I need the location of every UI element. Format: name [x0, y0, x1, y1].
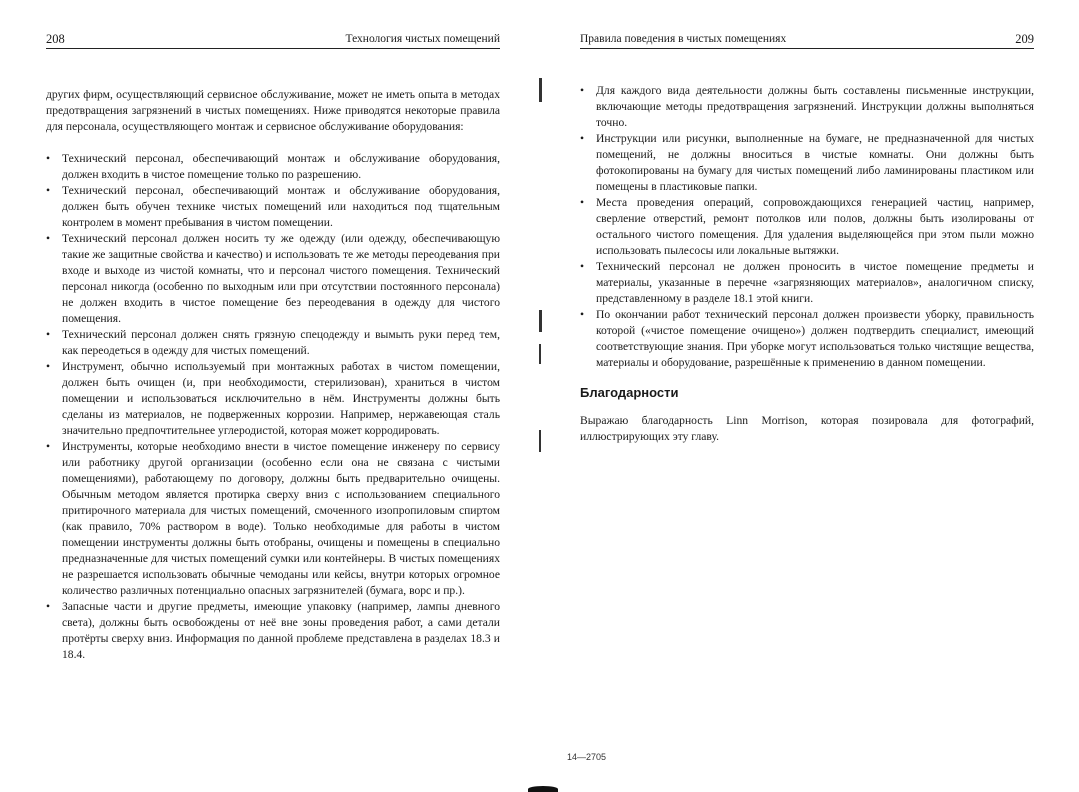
list-item-text: Технический персонал, обеспечивающий монтаж и обслуживание оборудования, должен входить в чистое помещение только по разрешению. — [62, 152, 500, 181]
list-item-text: Инструменты, которые необходимо внести в чистое помещение инженеру по сервису или работнику другой организации (особенно если она не связана с чистыми помещениями), работающему по договору, должны быть предварительно очищены. Обычным методом является протирка сверху вниз с использованием специального притирочного материала для чистых помещений, смоченного изопропиловым спиртом (как правило, 70% раствором в воде). Только необходимые для работы в чистом помещении инструменты должны быть отобраны, очищены и помещены в специально предназначенные для чистых помещений сумки или контейнеры. В чистых помещениях не разрешается использовать обычные чемоданы или кейсы, внутри которых огромное количество различных потенциально опасных загрязнителей (бумага, ворс и пр.). — [62, 440, 500, 597]
list-item — [580, 83, 1034, 131]
left-page-header — [46, 30, 500, 49]
bullet-icon: • — [46, 152, 51, 165]
list-item-text: Для каждого вида деятельности должны быть составлены письменные инструкции, включающие методы предотвращения загрязнений. Инструкции должны выполняться точно. — [596, 84, 1034, 129]
list-item — [46, 359, 500, 439]
list-item-text: По окончании работ технический персонал должен произвести уборку, правильность которой («чистое помещение очищено») должен подтвердить специалист, имеющий соответствующие знания. При уборке могут использоваться только чистящие вещества, материалы и оборудование, разрешённые к применению в данном помещении. — [596, 308, 1034, 369]
gutter-mark — [539, 430, 541, 452]
list-item — [46, 439, 500, 599]
list-item-text: Места проведения операций, сопровождающихся генерацией частиц, например, сверление отверстий, ремонт потолков или полов, должны быть изолированы от остального чистого помещения. Для удаления выделяющейся при этом пыли можно использовать пылесосы или локальные вытяжки. — [596, 196, 1034, 257]
acknowledgement-paragraph: Выражаю благодарность Linn Morrison, которая позировала для фотографий, иллюстрирующих эту главу. — [580, 414, 1034, 443]
list-item-text: Технический персонал, обеспечивающий монтаж и обслуживание оборудования, должен быть обучен технике чистых помещений или находиться под тщательным контролем в момент пребывания в чистом помещении. — [62, 184, 500, 229]
scan-artifact — [528, 786, 558, 792]
bullet-icon: • — [46, 600, 51, 613]
list-item — [580, 131, 1034, 195]
gutter-mark — [539, 344, 541, 364]
list-item — [580, 195, 1034, 259]
bullet-icon: • — [580, 308, 585, 321]
list-item-text: Технический персонал не должен проносить в чистое помещение предметы и материалы, указанные в перечне «загрязняющих материалов», аналогичном списку, представленному в разделе 18.1 этой книги. — [596, 260, 1034, 305]
gutter-mark — [539, 310, 542, 332]
bullet-icon: • — [46, 328, 51, 341]
list-item-text: Технический персонал должен снять грязную спецодежду и вымыть руки перед тем, как переодеться в одежду для чистых помещений. — [62, 328, 500, 357]
list-item — [46, 151, 500, 183]
right-running-head: Правила поведения в чистых помещениях — [580, 33, 787, 45]
bullet-icon: • — [580, 84, 585, 97]
bullet-icon: • — [580, 132, 585, 145]
section-heading: Благодарности — [580, 385, 679, 400]
list-item — [580, 307, 1034, 371]
left-body-text — [46, 87, 500, 663]
right-page-header — [580, 30, 1034, 49]
list-item-text: Инструкции или рисунки, выполненные на бумаге, не предназначенной для чистых помещений, не должны вноситься в чистые комнаты. Они должны быть фотокопированы на бумагу для чистых помещений либо ламинированы пластиком или помещены в пластиковые папки. — [596, 132, 1034, 193]
gutter-mark — [539, 78, 542, 102]
left-intro-paragraph: других фирм, осуществляющий сервисное обслуживание, может не иметь опыта в методах предотвращения загрязнений в чистых помещениях. Ниже приводятся некоторые правила для персонала, осуществляющего монтаж и сервисное обслуживание оборудования: — [46, 88, 500, 133]
list-item-text: Технический персонал должен носить ту же одежду (или одежду, обеспечивающую такие же защитные свойства и качество) и использовать те же методы переодевания при входе и выходе из чистой комнаты, что и персонал чистого помещения. Технический персонал никогда (особенно по выходным или при отсутствии постоянного персонала) не должен входить в чистое помещение без переодевания в одежду для чистого помещения. — [62, 232, 500, 325]
printer-signature: 14—2705 — [567, 752, 607, 762]
bullet-icon: • — [46, 360, 51, 373]
left-bullet-list — [46, 151, 500, 663]
right-bullet-list — [580, 83, 1034, 371]
list-item — [46, 183, 500, 231]
list-item-text: Инструмент, обычно используемый при монтажных работах в чистом помещении, должен быть очищен (и, при необходимости, стерилизован), храниться в чистом помещении и использоваться исключительно в нём. Инструменты должны быть сделаны из материалов, не подверженных коррозии. Например, нержавеющая сталь значительно предпочтительнее углеродистой, которая может корродировать. — [62, 360, 500, 437]
bullet-icon: • — [580, 196, 585, 209]
bullet-icon: • — [46, 184, 51, 197]
list-item — [46, 327, 500, 359]
bullet-icon: • — [46, 440, 51, 453]
left-page-number: 208 — [46, 32, 65, 46]
bullet-icon: • — [580, 260, 585, 273]
left-page — [46, 0, 500, 792]
list-item — [46, 599, 500, 663]
list-item — [580, 259, 1034, 307]
right-body-text — [580, 83, 1034, 445]
right-page — [580, 0, 1034, 792]
list-item — [46, 231, 500, 327]
bullet-icon: • — [46, 232, 51, 245]
right-page-number: 209 — [1015, 32, 1034, 46]
list-item-text: Запасные части и другие предметы, имеющие упаковку (например, лампы дневного света), должны быть освобождены от неё вне зоны проведения работ, а сами детали протёрты сверху вниз. Информация по данной проблеме представлена в разделах 18.3 и 18.4. — [62, 600, 500, 661]
left-running-head: Технология чистых помещений — [345, 33, 500, 45]
